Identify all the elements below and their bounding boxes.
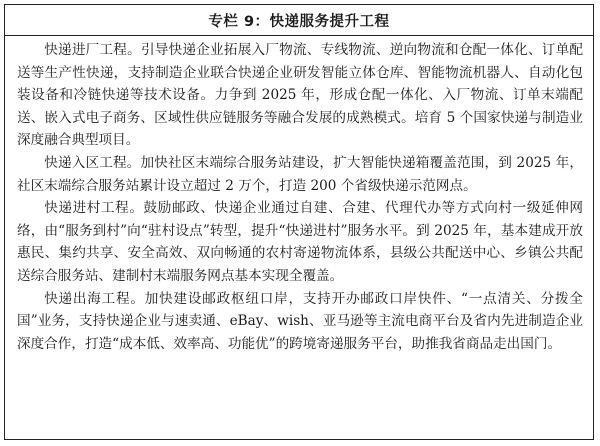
paragraph-factory: 快递进厂工程。引导快递企业拓展入厂物流、专线物流、逆向物流和仓配一体化、订单配送等生产性快递，支持制造企业联合快递企业研发智能立体仓库、智能物流机器人、自动化包装设备和冷链快递等技术设备。力争到 2025 年，形成仓配一体化、入厂物流、订单末端配送、嵌入式电子商务、区域性供应链服务等融合发展的成熟模式。培育 5 个国家快递与制造业深度融合典型项目。 — [17, 42, 583, 149]
paragraph-community: 快递入区工程。加快社区末端综合服务站建设，扩大智能快递箱覆盖范围，到 2025 年，社区末端综合服务站累计设立超过 2 万个，打造 200 个省级快递示范网点。 — [17, 154, 583, 194]
box-content — [5, 36, 593, 355]
paragraph-overseas: 快递出海工程。加快建设邮政枢纽口岸，支持开办邮政口岸快件、“一点清关、分拨全国”业务，支持快递企业与速卖通、eBay、wish、亚马逊等主流电商平台及省内先进制造企业深度合作，打造“成本低、效率高、功能优”的跨境寄递服务平台，助推我省商品走出国门。 — [17, 290, 583, 352]
feature-box — [4, 4, 594, 440]
paragraph-village: 快递进村工程。鼓励邮政、快递企业通过自建、合建、代理代办等方式向村一级延伸网络，由“服务到村”向“驻村设点”转型，提升“快递进村”服务水平。到 2025 年，基本建成开放惠民、集约共享、安全高效、双向畅通的农村寄递物流体系，县级公共配送中心、乡镇公共配送综合服务站、建制村末端服务网点基本实现全覆盖。 — [17, 200, 583, 284]
box-title: 专栏 9：快递服务提升工程 — [5, 5, 593, 36]
